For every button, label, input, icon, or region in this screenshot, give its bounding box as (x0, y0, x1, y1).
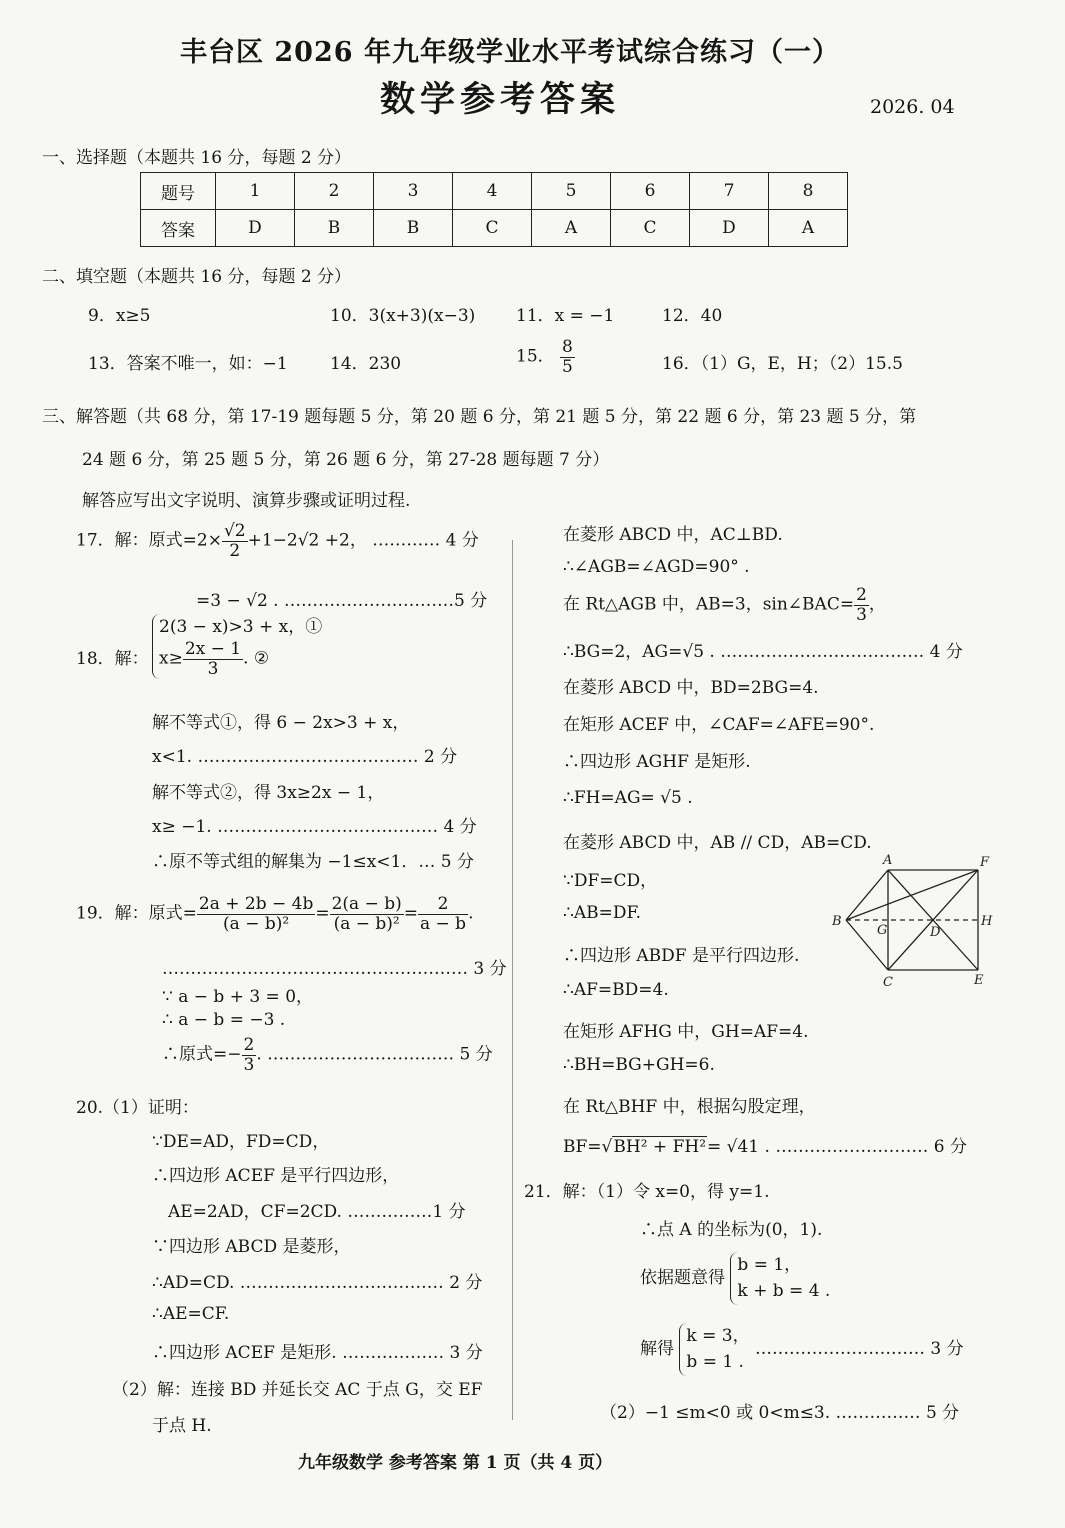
table-cell: A (769, 210, 848, 247)
q19-solution: 19．解：原式= $\frac{2a + 2b - 4b}{\text{(a − b)²}}$ = $\frac{2(a - b)}{\text{(a − b)²}}$ = $\frac{2}{a - b}$ . (76, 894, 474, 934)
q17-solution: 17．解：原式=2× $\frac{√2}{2}$ +1−2√2 +2， ………… 4 分 (76, 521, 479, 561)
answer-q9: 9．x≥5 (88, 306, 151, 326)
r-line10: ∵DF=CD， (563, 871, 658, 891)
r-line12: ∴四边形 ABDF 是平行四边形. (563, 946, 800, 966)
table-cell: 4 (453, 173, 532, 210)
r-line13: ∴AF=BD=4. (563, 980, 669, 1000)
page-title: 数学参考答案 (380, 79, 621, 120)
label-h: H (981, 914, 993, 929)
q20-part2: （2）解：连接 BD 并延长交 AC 于点 G，交 EF (112, 1380, 483, 1400)
q21-step2: 依据题意得 b = 1， k + b = 4 . (640, 1252, 830, 1305)
q21-label: 21．解：（1）令 x=0，得 y=1. (524, 1182, 770, 1202)
label-f: F (980, 855, 990, 870)
rhombus-rectangle-figure (828, 852, 998, 992)
label-c: C (883, 975, 893, 990)
section1-heading: 一、选择题（本题共 16 分，每题 2 分） (42, 148, 352, 168)
label-d: D (930, 925, 941, 940)
q18-step2: x<1. ………………………………… 2 分 (152, 747, 458, 767)
q18-step1: 解不等式①，得 6 − 2x>3 + x， (152, 713, 410, 733)
q19-score1: ……………………………………………… 3 分 (162, 959, 507, 979)
answer-q15: 15． $\frac{8}{5}$ (516, 337, 573, 377)
table-cell: B (374, 210, 453, 247)
table-cell: 题号 (141, 173, 216, 210)
answer-q16: 16．（1）G，E，H；（2）15.5 (662, 354, 903, 374)
table-cell: 5 (532, 173, 611, 210)
r-line17: BF=√BH² + FH²= √41 . ……………………… 6 分 (563, 1137, 967, 1157)
q18-label: 18．解： (76, 649, 149, 669)
column-divider (512, 540, 513, 1420)
answer-table (140, 172, 848, 247)
label-a: A (883, 853, 893, 868)
answer-q11: 11．x = −1 (516, 306, 615, 326)
table-cell: A (532, 210, 611, 247)
exam-date: 2026. 04 (870, 96, 955, 118)
section3-heading-cont: 24 题 6 分，第 25 题 5 分，第 26 题 6 分，第 27-28 题每题 7 分） (82, 450, 610, 470)
r-line9: 在菱形 ABCD 中，AB // CD，AB=CD. (563, 833, 872, 853)
q19-step2: ∵ a − b + 3 = 0， (162, 987, 314, 1007)
q20-step7: ∴四边形 ACEF 是矩形. ……………… 3 分 (152, 1343, 483, 1363)
q20-step3: AE=2AD，CF=2CD. ……………1 分 (168, 1202, 466, 1222)
r-line16: 在 Rt△BHF 中，根据勾股定理， (563, 1097, 816, 1117)
q21-part2: （2）−1 ≤m<0 或 0<m≤3. …………… 5 分 (600, 1403, 960, 1423)
q19-step3: ∴ a − b = −3 . (162, 1010, 286, 1030)
label-b: B (832, 914, 842, 929)
q21-step1: ∴点 A 的坐标为(0，1). (640, 1220, 823, 1240)
section3-instruction: 解答应写出文字说明、演算步骤或证明过程. (82, 491, 411, 511)
r-line1: 在菱形 ABCD 中，AC⊥BD. (563, 525, 783, 545)
r-line11: ∴AB=DF. (563, 903, 642, 923)
page-footer: 九年级数学 参考答案 第 1 页（共 4 页） (298, 1453, 613, 1473)
r-line7: ∴四边形 AGHF 是矩形. (563, 752, 751, 772)
r-line5: 在菱形 ABCD 中，BD=2BG=4. (563, 678, 819, 698)
label-e: E (974, 973, 984, 988)
table-cell: 8 (769, 173, 848, 210)
answer-q10: 10．3(x+3)(x−3) (330, 306, 476, 326)
r-line3: 在 Rt△AGB 中，AB=3，sin∠BAC= $\frac{2}{3}$ ， (563, 585, 886, 625)
q18-step3: 解不等式②，得 3x≥2x − 1， (152, 783, 385, 803)
segment-bf (846, 870, 978, 920)
q20-step6: ∴AE=CF. (152, 1304, 230, 1324)
table-cell: 1 (216, 173, 295, 210)
section3-heading: 三、解答题（共 68 分，第 17-19 题每题 5 分，第 20 题 6 分，第 21 题 5 分，第 22 题 6 分，第 23 题 5 分，第 (42, 407, 917, 427)
table-cell: C (453, 210, 532, 247)
table-cell: 3 (374, 173, 453, 210)
table-cell: B (295, 210, 374, 247)
r-line8: ∴FH=AG= √5 . (563, 788, 693, 808)
table-cell: C (611, 210, 690, 247)
q18-step4: x≥ −1. ………………………………… 4 分 (152, 817, 477, 837)
label-g: G (877, 923, 888, 938)
r-line4: ∴BG=2，AG=√5 . ……………………………… 4 分 (563, 642, 963, 662)
table-cell: 6 (611, 173, 690, 210)
table-row (141, 210, 848, 247)
table-row (141, 173, 848, 210)
q18-system: 2(3 − x)>3 + x，① x≥ $\frac{2x - 1}{3}$ . ② (152, 614, 322, 679)
q18-step5: ∴原不等式组的解集为 −1≤x<1．… 5 分 (152, 852, 474, 872)
q20-step1: ∵DE=AD，FD=CD， (152, 1132, 330, 1152)
q20-label: 20.（1）证明： (76, 1098, 199, 1118)
q20-step2: ∴四边形 ACEF 是平行四边形， (152, 1166, 400, 1186)
table-cell: D (690, 210, 769, 247)
table-cell: 7 (690, 173, 769, 210)
q20-step5: ∴AD=CD. ……………………………… 2 分 (152, 1273, 483, 1293)
r-line15: ∴BH=BG+GH=6. (563, 1055, 715, 1075)
answer-q12: 12．40 (662, 306, 723, 326)
q17-line2: =3 − √2 . …………………………5 分 (196, 591, 488, 611)
r-line6: 在矩形 ACEF 中，∠CAF=∠AFE=90°. (563, 715, 875, 735)
table-cell: D (216, 210, 295, 247)
q19-step4: ∴原式=− $\frac{2}{3}$ . …………………………… 5 分 (162, 1035, 493, 1075)
q20-step4: ∵四边形 ABCD 是菱形， (152, 1237, 351, 1257)
r-line2: ∴∠AGB=∠AGD=90° . (563, 557, 750, 577)
exam-title: 丰台区 2026 年九年级学业水平考试综合练习（一） (180, 37, 840, 68)
q21-step3: 解得 k = 3， b = 1 . ………………………… 3 分 (640, 1323, 964, 1376)
q20-part2-cont: 于点 H. (152, 1416, 212, 1436)
section2-heading: 二、填空题（本题共 16 分，每题 2 分） (42, 267, 352, 287)
answer-q14: 14．230 (330, 354, 402, 374)
r-line14: 在矩形 AFHG 中，GH=AF=4. (563, 1022, 809, 1042)
answer-q13: 13．答案不唯一，如：−1 (88, 354, 288, 374)
table-cell: 答案 (141, 210, 216, 247)
table-cell: 2 (295, 173, 374, 210)
